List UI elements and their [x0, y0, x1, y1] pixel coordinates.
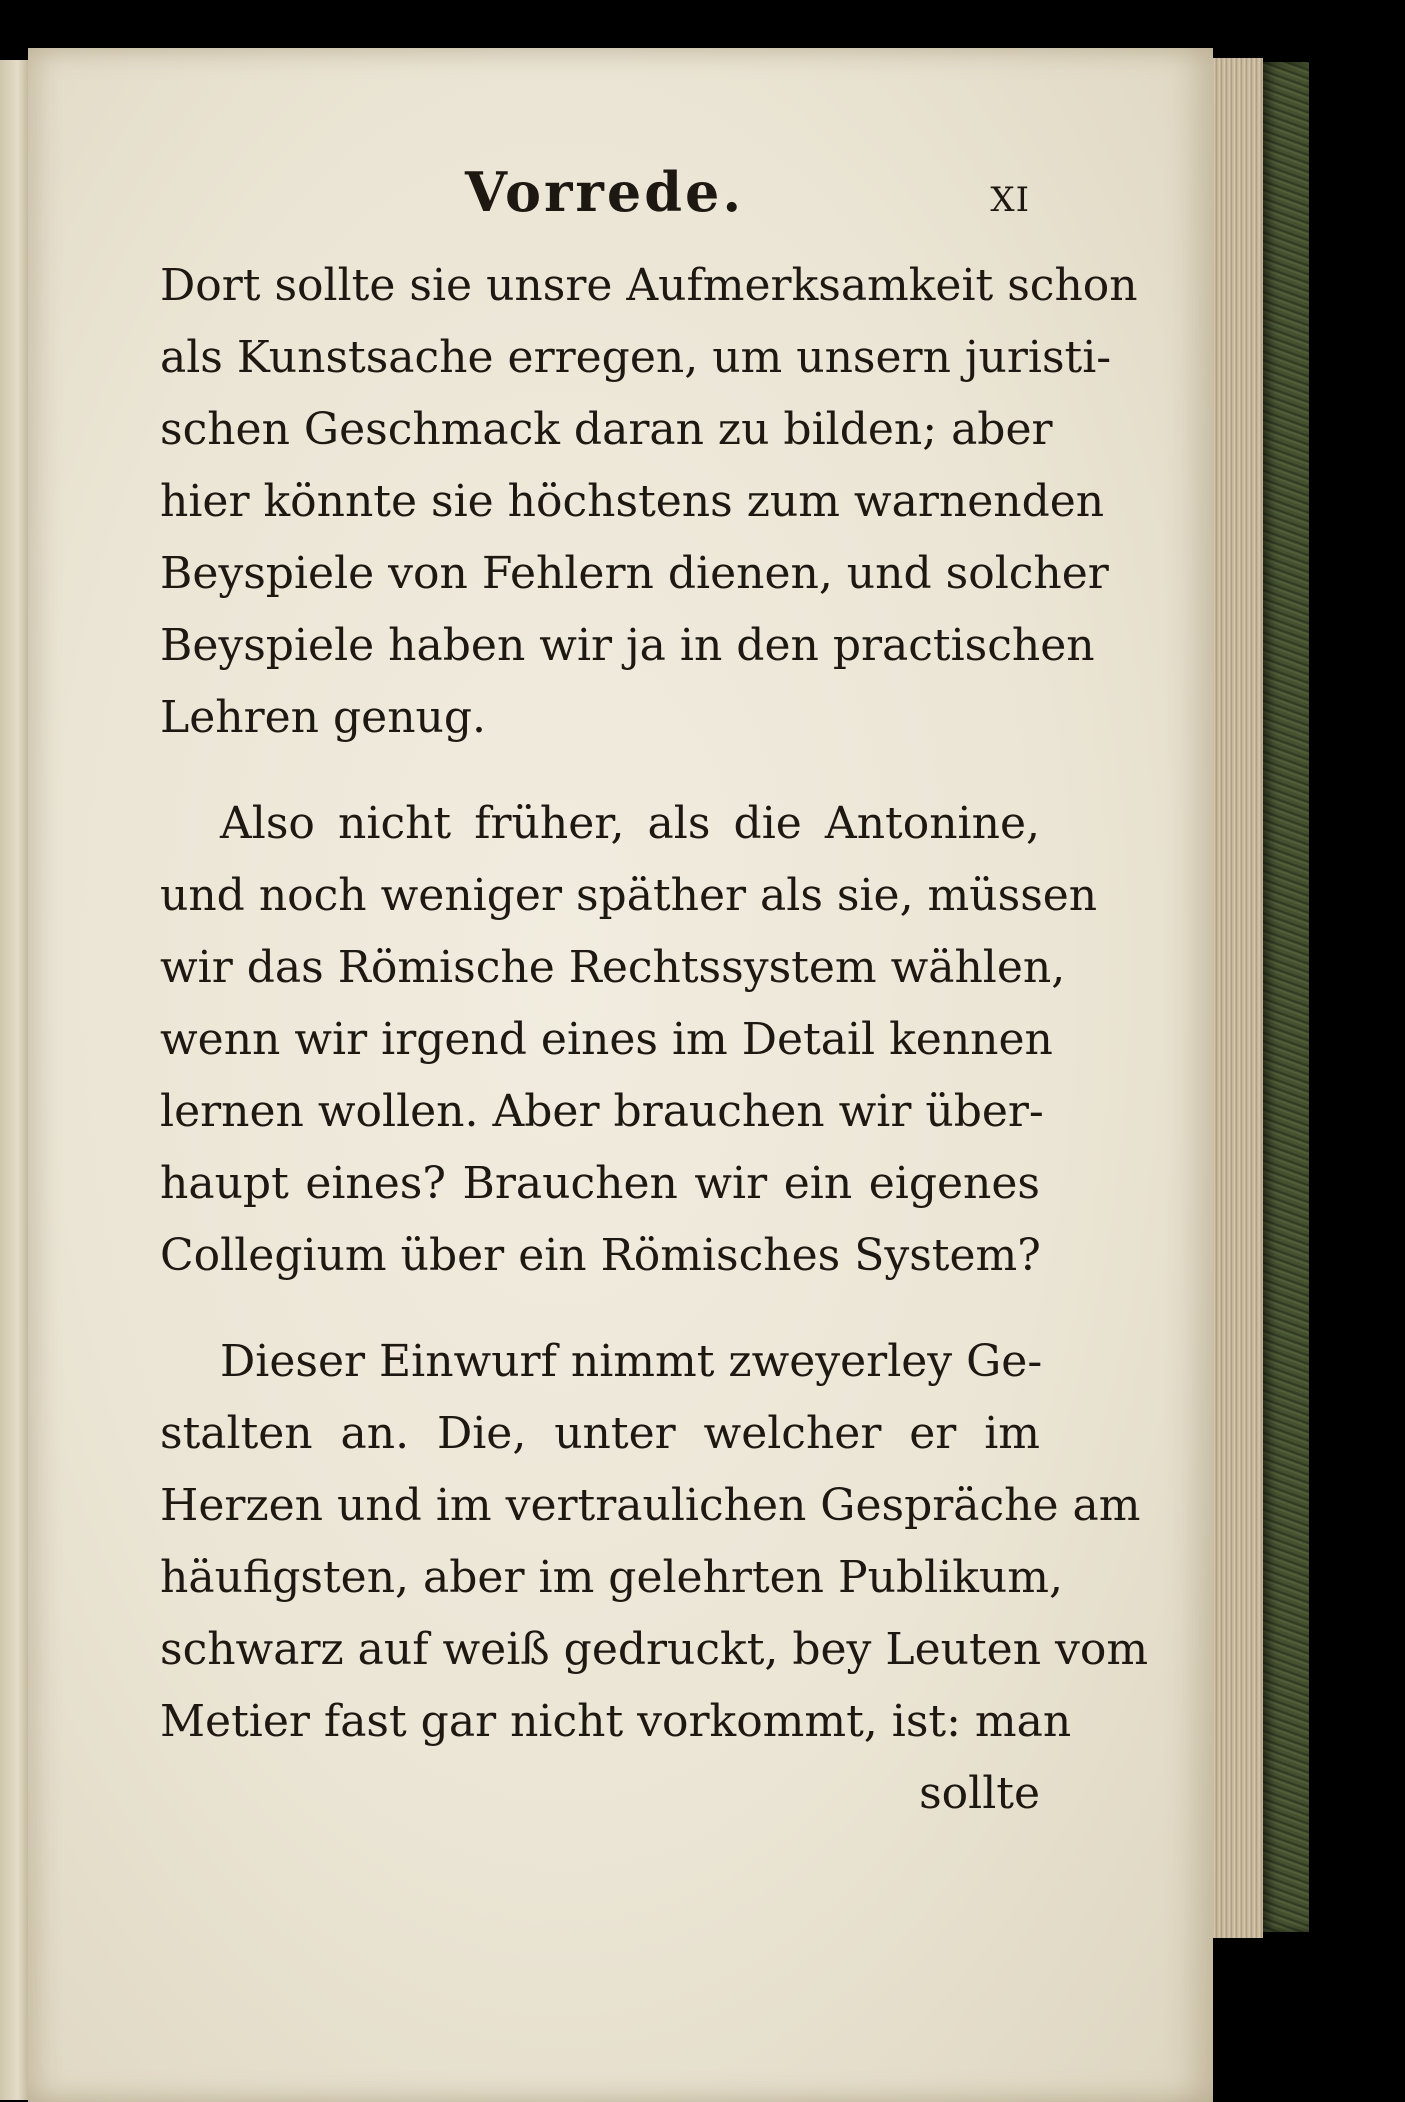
text-line: Beyspiele von Fehlern dienen, und solcher	[160, 548, 1109, 599]
text-line: Metier fast gar nicht vorkommt, ist: man	[160, 1696, 1072, 1747]
text-line: lernen wollen. Aber brauchen wir über-	[160, 1086, 1044, 1137]
paragraph-1	[160, 250, 1138, 754]
book-cover-edge	[1263, 62, 1309, 1932]
text-line: Herzen und im vertraulichen Gespräche am	[160, 1480, 1141, 1531]
text-line: wir das Römische Rechtssystem wählen,	[160, 942, 1066, 993]
running-head-title: Vorrede.	[465, 160, 745, 224]
text-line: Dieser Einwurf nimmt zweyerley Ge-	[220, 1336, 1043, 1387]
text-block	[160, 160, 1149, 1830]
text-line: stalten an. Die, unter welcher er im	[160, 1408, 1040, 1459]
text-line: Collegium über ein Römisches System?	[160, 1230, 1041, 1281]
text-line: Also nicht früher, als die Antonine,	[220, 798, 1040, 849]
text-line: Beyspiele haben wir ja in den practischen	[160, 620, 1095, 671]
paragraph-3	[160, 1326, 1149, 1830]
catchword: sollte	[919, 1768, 1040, 1819]
running-head	[160, 160, 1040, 250]
text-line: schwarz auf weiß gedruckt, bey Leuten vom	[160, 1624, 1149, 1675]
text-line: hier könnte sie höchstens zum warnenden	[160, 476, 1105, 527]
text-line: Lehren genug.	[160, 692, 487, 743]
text-line: als Kunstsache erregen, um unsern juristi-	[160, 332, 1112, 383]
text-line: haupt eines? Brauchen wir ein eigenes	[160, 1158, 1040, 1209]
text-line: häufigsten, aber im gelehrten Publikum,	[160, 1552, 1063, 1603]
page-fore-edge	[1213, 58, 1263, 1938]
text-line: und noch weniger späther als sie, müssen	[160, 870, 1098, 921]
text-line: wenn wir irgend eines im Detail kennen	[160, 1014, 1053, 1065]
paragraph-2	[160, 788, 1098, 1292]
page-number: XI	[990, 180, 1030, 220]
facing-page-edge	[0, 60, 30, 2100]
text-line: schen Geschmack daran zu bilden; aber	[160, 404, 1053, 455]
text-line: Dort sollte sie unsre Aufmerksamkeit schon	[160, 260, 1138, 311]
